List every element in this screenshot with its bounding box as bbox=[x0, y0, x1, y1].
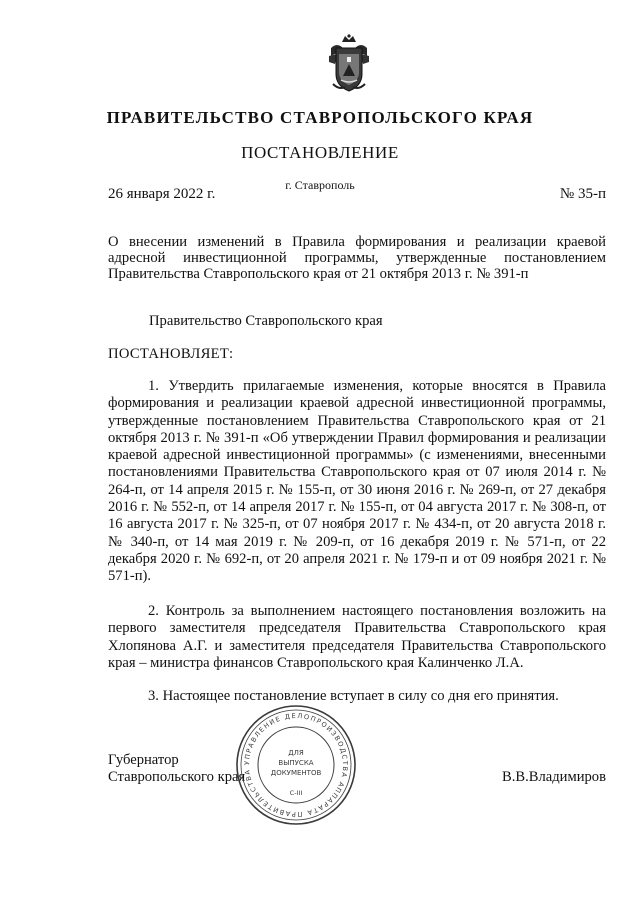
paragraph-2: 2. Контроль за выполнением настоящего постановления возложить на первого заместителя председателя Правительства Ставропольского края Хлопянова А.Г. и заместителя председателя Правительства Ставропольского края – министра финансов Ставропольского края Калинченко Л.А. bbox=[108, 603, 606, 671]
stamp-center-line-1: ДЛЯ bbox=[288, 749, 304, 757]
signatory-name: В.В.Владимиров bbox=[501, 769, 606, 785]
organization-title: ПРАВИТЕЛЬСТВО СТАВРОПОЛЬСКОГО КРАЯ bbox=[106, 108, 534, 127]
stamp-center-line-2: ВЫПУСКА bbox=[278, 759, 314, 767]
document-number: № 35-п bbox=[559, 186, 606, 202]
signatory-title bbox=[108, 752, 245, 786]
signatory-title-line-1: Губернатор bbox=[108, 752, 179, 768]
stamp-seal bbox=[234, 703, 358, 827]
document-subject: О внесении изменений в Правила формирования и реализации краевой адресной инвестиционной программы, утвержденные постановлением Правительства Ставропольского края от 21 октября 2013 г. № 391-п bbox=[108, 234, 606, 282]
document-city: г. Ставрополь bbox=[285, 178, 355, 192]
paragraph-1: 1. Утвердить прилагаемые изменения, которые вносятся в Правила формирования и реализации краевой адресной инвестиционной программы, утвержденные постановлением Правительства Ставропольского края от 21 октября 2013 г. № 391-п «Об утверждении Правил формирования и реализации краевой адресной инвестиционной программы» (с изменениями, внесенными постановлениями Правительства Ставропольского края от 07 июля 2014 г. № 264-п, от 14 апреля 2015 г. № 155-п, от 30 июня 2016 г. № 269-п, от 27 декабря 2016 г. № 552-п, от 14 апреля 2017 г. № 155-п, от 04 августа 2017 г. № 308-п, от 16 августа 2017 г. № 325-п, от 07 ноября 2017 г. № 434-п, от 20 августа 2018 г. № 340-п, от 14 мая 2019 г. № 209-п, от 16 декабря 2019 г. № 571-п, от 22 декабря 2020 г. № 692-п, от 20 апреля 2021 г. № 179-п и от 09 ноября 2021 г. № 571-п). bbox=[108, 378, 606, 585]
issuer-line: Правительство Ставропольского края bbox=[149, 313, 383, 329]
coat-of-arms-icon bbox=[327, 34, 371, 94]
document-type: ПОСТАНОВЛЕНИЕ bbox=[241, 143, 399, 162]
resolves-heading: ПОСТАНОВЛЯЕТ: bbox=[108, 346, 234, 362]
document-date: 26 января 2022 г. bbox=[108, 186, 216, 202]
paragraph-3: 3. Настоящее постановление вступает в силу со дня его принятия. bbox=[148, 688, 559, 704]
stamp-code: С-III bbox=[289, 789, 303, 797]
stamp-ring-text: УПРАВЛЕНИЕ ДЕЛОПРОИЗВОДСТВА АППАРАТА ПРАВИТЕЛЬСТВА bbox=[242, 711, 350, 819]
stamp-center-line-3: ДОКУМЕНТОВ bbox=[270, 769, 322, 777]
signatory-title-line-2: Ставропольского края bbox=[108, 769, 246, 785]
